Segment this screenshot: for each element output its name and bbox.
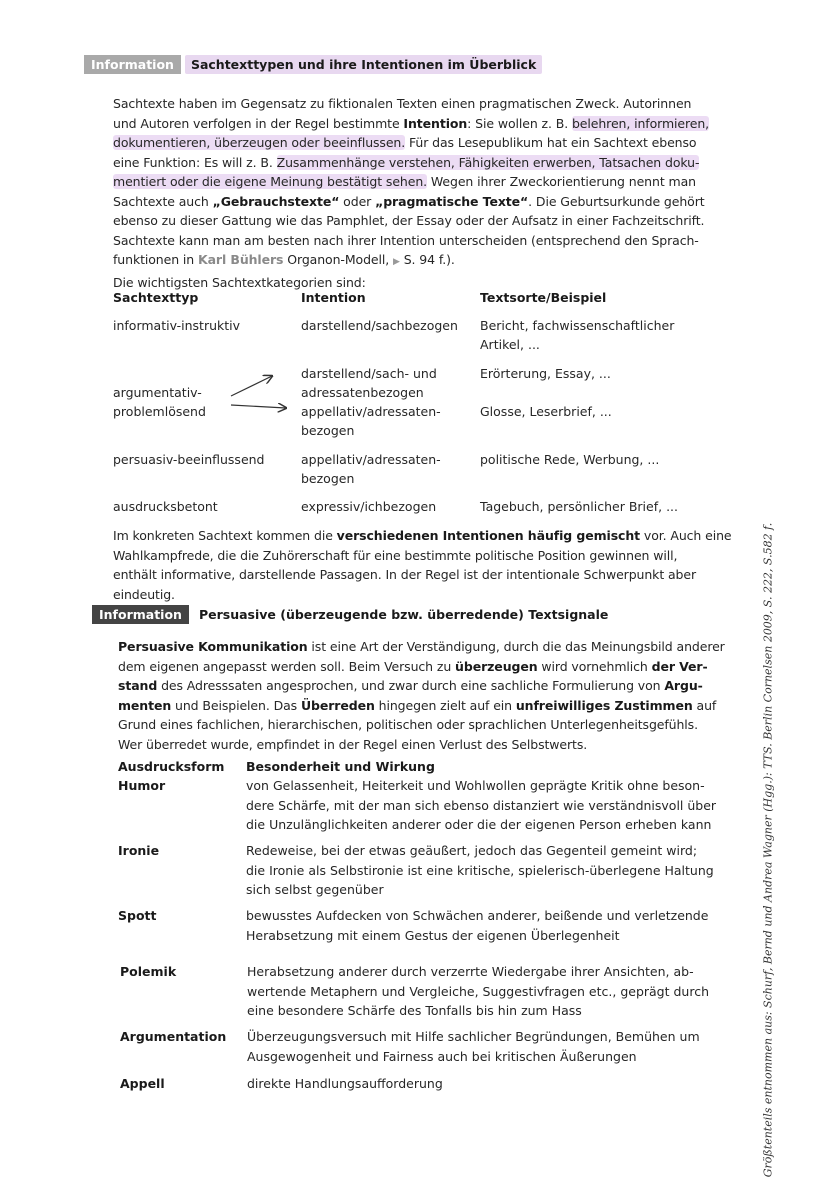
text-line: enthält informative, darstellende Passagen. In der Regel ist der intentionale Schwerpunkt aber [113, 567, 697, 582]
information-label: Information [84, 55, 181, 74]
cell-intention: bezogen [301, 471, 355, 486]
author-reference: Karl Bühlers [197, 252, 284, 267]
cell-beispiel: Artikel, ... [480, 337, 540, 352]
cell-typ: ausdrucksbetont [113, 499, 218, 514]
highlight: belehren, informieren, [571, 115, 710, 131]
cell-intention: bezogen [301, 423, 355, 438]
cell-typ: persuasiv-beeinflussend [113, 452, 265, 467]
term-appell: Appell [120, 1076, 165, 1091]
section-title: Persuasive (überzeugende bzw. überredende) Textsignale [198, 607, 609, 622]
column-header-sachtexttyp: Sachtexttyp [113, 290, 199, 305]
description-ironie: Redeweise, bei der etwas geäußert, jedoch das Gegenteil gemeint wird; die Ironie als Selbstironie ist eine kritische, spielerisch-überlegene Haltung sich selbst gegenüber [246, 843, 714, 897]
description-polemik: Herabsetzung anderer durch verzerrte Wiedergabe ihrer Ansichten, ab- wertende Metaphern und Vergleiche, Suggestivfragen etc., geprägt durch eine besondere Schärfe des Tonfalls bis hin zum Hass [247, 964, 709, 1018]
text-line: eindeutig. [113, 586, 175, 602]
text-line: Die wichtigsten Sachtextkategorien sind: [113, 274, 366, 290]
text-line: dem eigenen angepasst werden soll. Beim Versuch zu überzeugen wird vornehmlich der Ver- [118, 658, 708, 674]
term-polemik: Polemik [120, 964, 177, 979]
column-header-textsorte: Textsorte/Beispiel [480, 290, 607, 305]
intro-paragraph [113, 94, 710, 292]
highlight: mentiert oder die eigene Meinung bestätigt sehen. [113, 174, 428, 189]
text-line: mentiert oder die eigene Meinung bestätigt sehen. Wegen ihrer Zweckorientierung nennt man [113, 174, 696, 189]
highlight: Zusammenhänge verstehen, Fähigkeiten erwerben, Tatsachen doku- [276, 154, 700, 170]
cell-intention: appellativ/adressaten- [301, 452, 441, 467]
text-line: Grund eines fachlichen, hierarchischen, politischen oder sprachlichen Unterlegenheitsgefühls. [118, 717, 698, 732]
cell-intention: darstellend/sachbezogen [301, 318, 458, 333]
text-line: menten und Beispielen. Das Überreden hingegen zielt auf ein unfreiwilliges Zustimmen auf [118, 697, 717, 713]
cell-intention: darstellend/sach- und [301, 366, 437, 381]
cell-typ: argumentativ- [113, 385, 202, 400]
text-line: Sachtexte haben im Gegensatz zu fiktionalen Texten einen pragmatischen Zweck. Autorinnen [113, 96, 692, 111]
page-reference-arrow-icon: ▶ [393, 257, 400, 267]
description-spott: bewusstes Aufdecken von Schwächen anderer, beißende und verletzende Herabsetzung mit einem Gestus der eigenen Überlegenheit [246, 908, 709, 943]
text-line: dokumentieren, überzeugen oder beeinflussen. Für das Lesepublikum hat ein Sachtext ebenso [113, 135, 697, 150]
text-line: eine Funktion: Es will z. B. Zusammenhänge verstehen, Fähigkeiten erwerben, Tatsachen doku- [113, 154, 700, 170]
section-header-persuasive [92, 605, 614, 624]
description-argumentation: Überzeugungsversuch mit Hilfe sachlicher Begründungen, Bemühen um Ausgewogenheit und Fairness auch bei kritischen Äußerungen [247, 1029, 700, 1064]
text-line: Sachtexte kann man am besten nach ihrer Intention unterscheiden (entsprechend den Sprach- [113, 232, 699, 248]
highlight: dokumentieren, überzeugen oder beeinflussen. [113, 135, 406, 150]
mixed-intentions-paragraph [113, 526, 732, 604]
term-argumentation: Argumentation [120, 1029, 227, 1044]
text-line: ebenso zu dieser Gattung wie das Pamphlet, der Essay oder der Aufsatz in einer Fachzeitschrift. [113, 213, 705, 228]
information-label: Information [92, 605, 189, 624]
column-header-wirkung: Besonderheit und Wirkung [246, 759, 435, 774]
description-appell: direkte Handlungsaufforderung [247, 1076, 443, 1091]
cell-beispiel: Erörterung, Essay, ... [480, 366, 611, 381]
text-line: Im konkreten Sachtext kommen die verschiedenen Intentionen häufig gemischt vor. Auch eine [113, 528, 732, 543]
source-credit: Größtenteils entnommen aus: Schurf, Bernd und Andrea Wagner (Hgg.): TTS. Berlin Cornelsen 2009, S. 222, S.582 f. [761, 522, 775, 1177]
text-line: funktionen in Karl Bühlers Organon-Modell, ▶ S. 94 f.). [113, 252, 455, 267]
term-spott: Spott [118, 908, 157, 923]
text-line: Wahlkampfrede, die die Zuhörerschaft für eine bestimmte politische Position gewinnen will, [113, 547, 678, 563]
cell-typ: informativ-instruktiv [113, 318, 241, 333]
cell-beispiel: Bericht, fachwissenschaftlicher [480, 318, 675, 333]
text-line: Wer überredet wurde, empfindet in der Regel einen Verlust des Selbstwerts. [118, 736, 588, 752]
cell-intention: adressatenbezogen [301, 385, 424, 400]
cell-intention: appellativ/adressaten- [301, 404, 441, 419]
cell-typ: problemlösend [113, 404, 206, 419]
description-humor: von Gelassenheit, Heiterkeit und Wohlwollen geprägte Kritik ohne beson- dere Schärfe, mit der man sich ebenso distanziert wie verständnisvoll über die Unzulänglichkeiten anderer oder die der eigenen Person erheben kann [246, 778, 717, 832]
text-line: Persuasive Kommunikation ist eine Art der Verständigung, durch die das Meinungsbild anderer [118, 639, 725, 654]
cell-beispiel: Glosse, Leserbrief, ... [480, 404, 612, 419]
term-ironie: Ironie [118, 843, 160, 858]
cell-intention: expressiv/ichbezogen [301, 499, 437, 514]
column-header-ausdrucksform: Ausdrucksform [118, 759, 225, 774]
branch-arrows-icon [228, 372, 298, 416]
cell-beispiel: politische Rede, Werbung, ... [480, 452, 660, 467]
text-line: Sachtexte auch „Gebrauchstexte“ oder „pragmatische Texte“. Die Geburtsurkunde gehört [113, 193, 705, 209]
text-line: stand des Adresssaten angesprochen, und zwar durch eine sachliche Formulierung von Argu- [118, 678, 703, 693]
section-title: Sachtexttypen und ihre Intentionen im Überblick [185, 55, 542, 74]
persuasive-paragraph [118, 637, 725, 754]
term-humor: Humor [118, 778, 166, 793]
column-header-intention: Intention [301, 290, 366, 305]
text-line: und Autoren verfolgen in der Regel bestimmte Intention: Sie wollen z. B. belehren, informieren, [113, 115, 710, 131]
cell-beispiel: Tagebuch, persönlicher Brief, ... [480, 499, 678, 514]
section-header-sachtexttypen [84, 55, 542, 74]
